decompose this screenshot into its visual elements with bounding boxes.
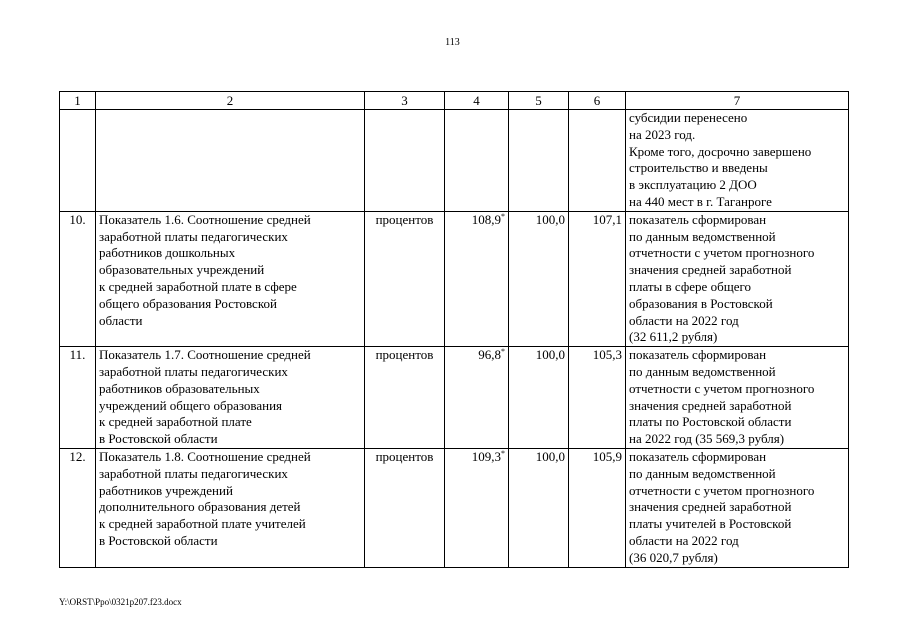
cell-col5	[509, 110, 569, 212]
footnote-mark: *	[501, 211, 505, 221]
note-line: по данным ведомственной	[629, 228, 776, 244]
desc-line: к средней заработной плате	[99, 414, 252, 430]
desc-line: Показатель 1.6. Соотношение средней	[99, 211, 311, 227]
cell-note	[626, 347, 849, 449]
cell-desc	[96, 347, 365, 449]
cell-col6: 105,9	[569, 448, 626, 567]
cell-col4	[445, 211, 509, 346]
desc-line: образовательных учреждений	[99, 262, 265, 278]
desc-line: учреждений общего образования	[99, 397, 283, 413]
cell-desc	[96, 448, 365, 567]
note-line: области на 2022 год	[629, 532, 739, 548]
desc-line: области	[99, 312, 143, 328]
desc-line: Показатель 1.7. Соотношение средней	[99, 347, 311, 363]
file-path: Y:\ORST\Ppo\0321p207.f23.docx	[59, 597, 182, 607]
note-line: (32 611,2 рубля)	[629, 329, 718, 345]
cell-num	[60, 110, 96, 212]
cell-col5: 100,0	[509, 448, 569, 567]
desc-line: заработной платы педагогических	[99, 363, 288, 379]
desc-line: Показатель 1.8. Соотношение средней	[99, 448, 311, 464]
cell-note	[626, 211, 849, 346]
note-line: отчетности с учетом прогнозного	[629, 245, 815, 261]
note-line: области на 2022 год	[629, 312, 739, 328]
col4-value: 96,8	[478, 347, 501, 363]
note-line: на 440 мест в г. Таганроге	[629, 193, 772, 209]
table-row	[60, 448, 849, 567]
note-line: Кроме того, досрочно завершено	[629, 143, 812, 159]
note-line: значения средней заработной	[629, 397, 792, 413]
note-line: (36 020,7 рубля)	[629, 549, 718, 565]
indicator-table	[59, 91, 849, 568]
desc-line: заработной платы педагогических	[99, 465, 288, 481]
cell-col5: 100,0	[509, 347, 569, 449]
note-line: показатель сформирован	[629, 347, 767, 363]
note-line: образования в Ростовской	[629, 295, 773, 311]
note-line: строительство и введены	[629, 160, 768, 176]
header-col-1: 1	[60, 92, 96, 110]
continuation-row	[60, 110, 849, 212]
header-col-5: 5	[509, 92, 569, 110]
desc-line: дополнительного образования детей	[99, 499, 301, 515]
cell-col6: 107,1	[569, 211, 626, 346]
header-row	[60, 92, 849, 110]
cell-desc	[96, 211, 365, 346]
cell-col4	[445, 448, 509, 567]
cell-unit: процентов	[365, 448, 445, 567]
table-row	[60, 347, 849, 449]
header-col-6: 6	[569, 92, 626, 110]
col4-value: 108,9	[471, 211, 501, 227]
desc-line: заработной платы педагогических	[99, 228, 288, 244]
cell-num: 12.	[60, 448, 96, 567]
note-line: показатель сформирован	[629, 211, 767, 227]
cell-desc	[96, 110, 365, 212]
desc-line: к средней заработной плате в сфере	[99, 278, 297, 294]
note-line: по данным ведомственной	[629, 465, 776, 481]
cell-col6: 105,3	[569, 347, 626, 449]
note-line: на 2022 год (35 569,3 рубля)	[629, 431, 785, 447]
header-col-2: 2	[96, 92, 365, 110]
header-col-4: 4	[445, 92, 509, 110]
cell-note	[626, 448, 849, 567]
cell-num: 11.	[60, 347, 96, 449]
note-line: по данным ведомственной	[629, 363, 776, 379]
note-line: отчетности с учетом прогнозного	[629, 380, 815, 396]
cell-col5: 100,0	[509, 211, 569, 346]
cell-note	[626, 110, 849, 212]
cell-num: 10.	[60, 211, 96, 346]
footnote-mark: *	[501, 448, 505, 458]
note-line: субсидии перенесено	[629, 110, 748, 125]
cell-unit: процентов	[365, 211, 445, 346]
note-line: в эксплуатацию 2 ДОО	[629, 177, 757, 193]
desc-line: в Ростовской области	[99, 431, 218, 447]
cell-col6	[569, 110, 626, 212]
desc-line: работников дошкольных	[99, 245, 236, 261]
cell-col4	[445, 347, 509, 449]
note-line: показатель сформирован	[629, 448, 767, 464]
note-line: значения средней заработной	[629, 499, 792, 515]
cell-unit: процентов	[365, 347, 445, 449]
footnote-mark: *	[501, 347, 505, 357]
note-line: на 2023 год.	[629, 126, 696, 142]
col4-value: 109,3	[471, 448, 501, 464]
desc-line: в Ростовской области	[99, 532, 218, 548]
desc-line: работников учреждений	[99, 482, 233, 498]
table-row	[60, 211, 849, 346]
note-line: платы учителей в Ростовской	[629, 516, 792, 532]
note-line: платы в сфере общего	[629, 278, 751, 294]
cell-unit	[365, 110, 445, 212]
page-number: 113	[445, 37, 460, 48]
desc-line: общего образования Ростовской	[99, 295, 277, 311]
note-line: отчетности с учетом прогнозного	[629, 482, 815, 498]
desc-line: к средней заработной плате учителей	[99, 516, 306, 532]
header-col-7: 7	[626, 92, 849, 110]
desc-line: работников образовательных	[99, 380, 260, 396]
note-line: платы по Ростовской области	[629, 414, 792, 430]
header-col-3: 3	[365, 92, 445, 110]
note-line: значения средней заработной	[629, 262, 792, 278]
cell-col4	[445, 110, 509, 212]
